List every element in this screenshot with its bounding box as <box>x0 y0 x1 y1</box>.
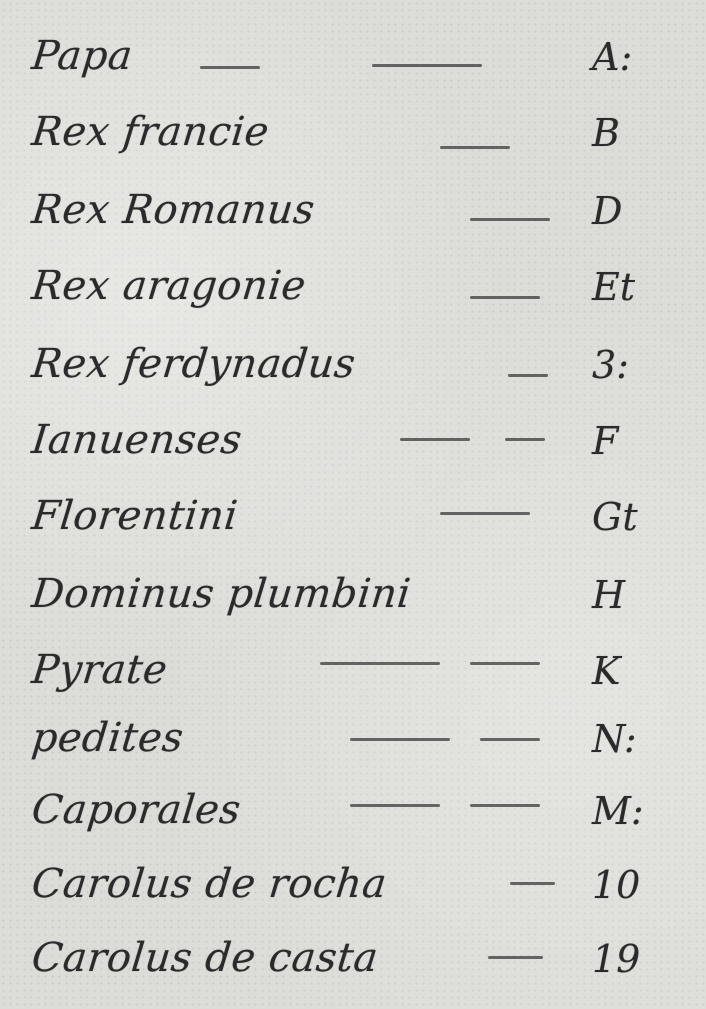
entry-name: Ianuenses <box>29 417 245 463</box>
entry-name: Papa <box>29 33 135 79</box>
entry-code: K <box>592 649 621 693</box>
entry-name: Pyrate <box>29 647 170 693</box>
dash-line <box>320 662 440 665</box>
cipher-entry-pyrate <box>0 628 706 698</box>
entry-code: B <box>592 111 620 155</box>
entry-code: M: <box>592 789 644 833</box>
dash-line <box>470 296 540 299</box>
cipher-entry-caporales <box>0 768 706 838</box>
entry-code: F <box>592 419 619 463</box>
entry-code: 19 <box>592 937 641 981</box>
cipher-entry-ianuenses <box>0 398 706 468</box>
cipher-entry-rex-aragonie <box>0 244 706 314</box>
dash-line <box>470 662 540 665</box>
entry-code: Et <box>592 265 636 309</box>
cipher-entry-rex-francie <box>0 90 706 160</box>
dash-line <box>488 956 543 959</box>
dash-line <box>470 218 550 221</box>
dash-line <box>200 66 260 69</box>
dash-line <box>470 804 540 807</box>
entry-name: Carolus de rocha <box>29 861 390 907</box>
dash-line <box>510 882 555 885</box>
dash-line <box>400 438 470 441</box>
dash-line <box>350 804 440 807</box>
entry-code: H <box>592 573 626 617</box>
entry-name: Carolus de casta <box>29 935 381 981</box>
entry-code: D <box>592 189 623 233</box>
cipher-entry-carolus-de-rocha <box>0 842 706 912</box>
entry-name: Rex aragonie <box>29 263 309 309</box>
entry-name: Rex ferdynadus <box>29 341 358 387</box>
entry-name: Rex Romanus <box>29 187 318 233</box>
entry-name: Caporales <box>29 787 244 833</box>
entry-name: Florentini <box>29 493 241 539</box>
entry-code: 10 <box>592 863 641 907</box>
dash-line <box>508 374 548 377</box>
cipher-entry-rex-romanus <box>0 168 706 238</box>
entry-name: pedites <box>29 715 186 761</box>
entry-name: Dominus plumbini <box>29 571 414 617</box>
dash-line <box>505 438 545 441</box>
entry-name: Rex francie <box>29 109 272 155</box>
dash-line <box>480 738 540 741</box>
dash-line <box>440 146 510 149</box>
dash-line <box>440 512 530 515</box>
cipher-entry-pedites <box>0 696 706 766</box>
cipher-entry-rex-ferdynadus <box>0 322 706 392</box>
cipher-entry-papa <box>0 14 706 84</box>
entry-code: 3: <box>592 343 629 387</box>
cipher-entry-carolus-de-casta <box>0 916 706 986</box>
entry-code: N: <box>592 717 637 761</box>
cipher-entry-dominus-plumbini <box>0 552 706 622</box>
entry-code: A: <box>592 35 633 79</box>
entry-code: Gt <box>592 495 638 539</box>
dash-line <box>372 64 482 67</box>
cipher-entry-florentini <box>0 474 706 544</box>
dash-line <box>350 738 450 741</box>
